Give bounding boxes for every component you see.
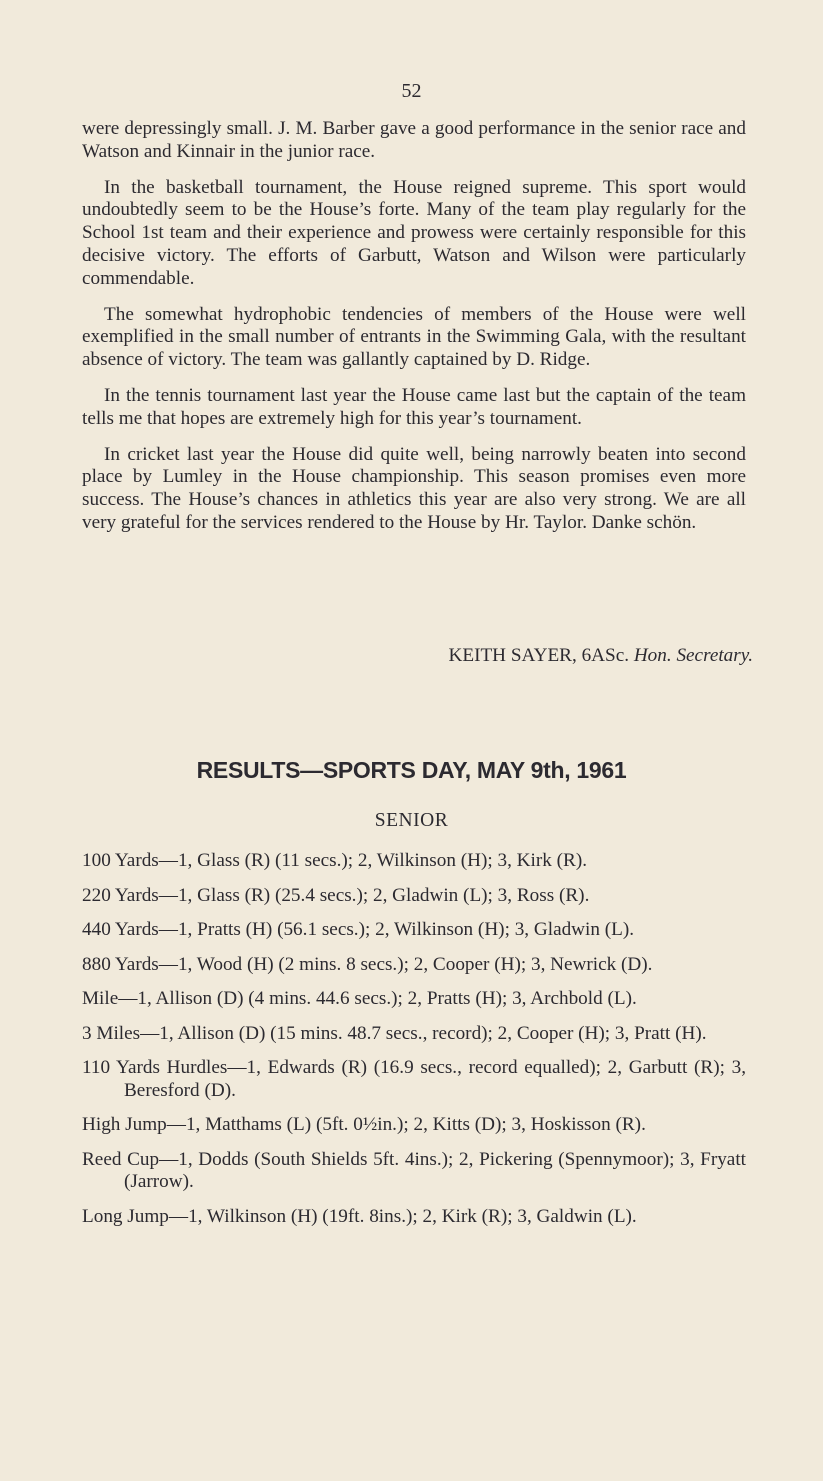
signature-role: Hon. Secretary. — [633, 645, 753, 666]
paragraph: In the tennis tournament last year the House came last but the captain of the team tells me that hopes are extremely high for this year’s tournament. — [82, 384, 746, 429]
section-heading: SENIOR — [374, 810, 449, 831]
page-number: 52 — [401, 80, 422, 102]
signature-name: KEITH SAYER, 6ASc. — [448, 645, 630, 666]
result-entry: Mile—1, Allison (D) (4 mins. 44.6 secs.); 2, Pratts (H); 3, Archbold (L). — [82, 988, 637, 1009]
signature — [449, 645, 754, 667]
results-heading: RESULTS—SPORTS DAY, MAY 9th, 1961 — [196, 757, 627, 783]
result-entry: 110 Yards Hurdles—1, Edwards (R) (16.9 secs., record equalled); 2, Garbutt (R); 3, Beresford (D). — [82, 1057, 746, 1101]
results-list — [82, 850, 746, 1240]
result-entry: 3 Miles—1, Allison (D) (15 mins. 48.7 secs., record); 2, Cooper (H); 3, Pratt (H). — [82, 1022, 707, 1044]
result-entry: High Jump—1, Matthams (L) (5ft. 0½in.); 2, Kitts (D); 3, Hoskisson (R). — [82, 1114, 646, 1135]
result-entry: 220 Yards—1, Glass (R) (25.4 secs.); 2, Gladwin (L); 3, Ross (R). — [82, 884, 590, 906]
paragraph: In cricket last year the House did quite well, being narrowly beaten into second place by Lumley in the House championship. This season promises even more success. The House’s chances in athletics this year are also very strong. We are all very grateful for the services rendered to the House by Hr. Taylor. Danke schön. — [82, 443, 746, 533]
paragraph: In the basketball tournament, the House reigned supreme. This sport would undoubtedly seem to be the House’s forte. Many of the team play regularly for the School 1st team and their experience and prowess were certainly responsible for this decisive victory. The efforts of Garbutt, Watson and Wilson were particularly commendable. — [82, 176, 746, 289]
result-entry: 440 Yards—1, Pratts (H) (56.1 secs.); 2, Wilkinson (H); 3, Gladwin (L). — [82, 919, 635, 940]
report-body — [82, 118, 746, 548]
result-entry: Reed Cup—1, Dodds (South Shields 5ft. 4ins.); 2, Pickering (Spennymoor); 3, Fryatt (Jarrow). — [82, 1148, 746, 1192]
paragraph: The somewhat hydrophobic tendencies of members of the House were well exemplified in the small number of entrants in the Swimming Gala, with the resultant absence of victory. The team was gallantly captained by D. Ridge. — [82, 303, 746, 371]
paragraph: were depressingly small. J. M. Barber gave a good performance in the senior race and Watson and Kinnair in the junior race. — [82, 118, 746, 162]
result-entry: 880 Yards—1, Wood (H) (2 mins. 8 secs.); 2, Cooper (H); 3, Newrick (D). — [82, 953, 653, 975]
result-entry: 100 Yards—1, Glass (R) (11 secs.); 2, Wilkinson (H); 3, Kirk (R). — [82, 850, 587, 871]
result-entry: Long Jump—1, Wilkinson (H) (19ft. 8ins.); 2, Kirk (R); 3, Galdwin (L). — [82, 1205, 637, 1227]
